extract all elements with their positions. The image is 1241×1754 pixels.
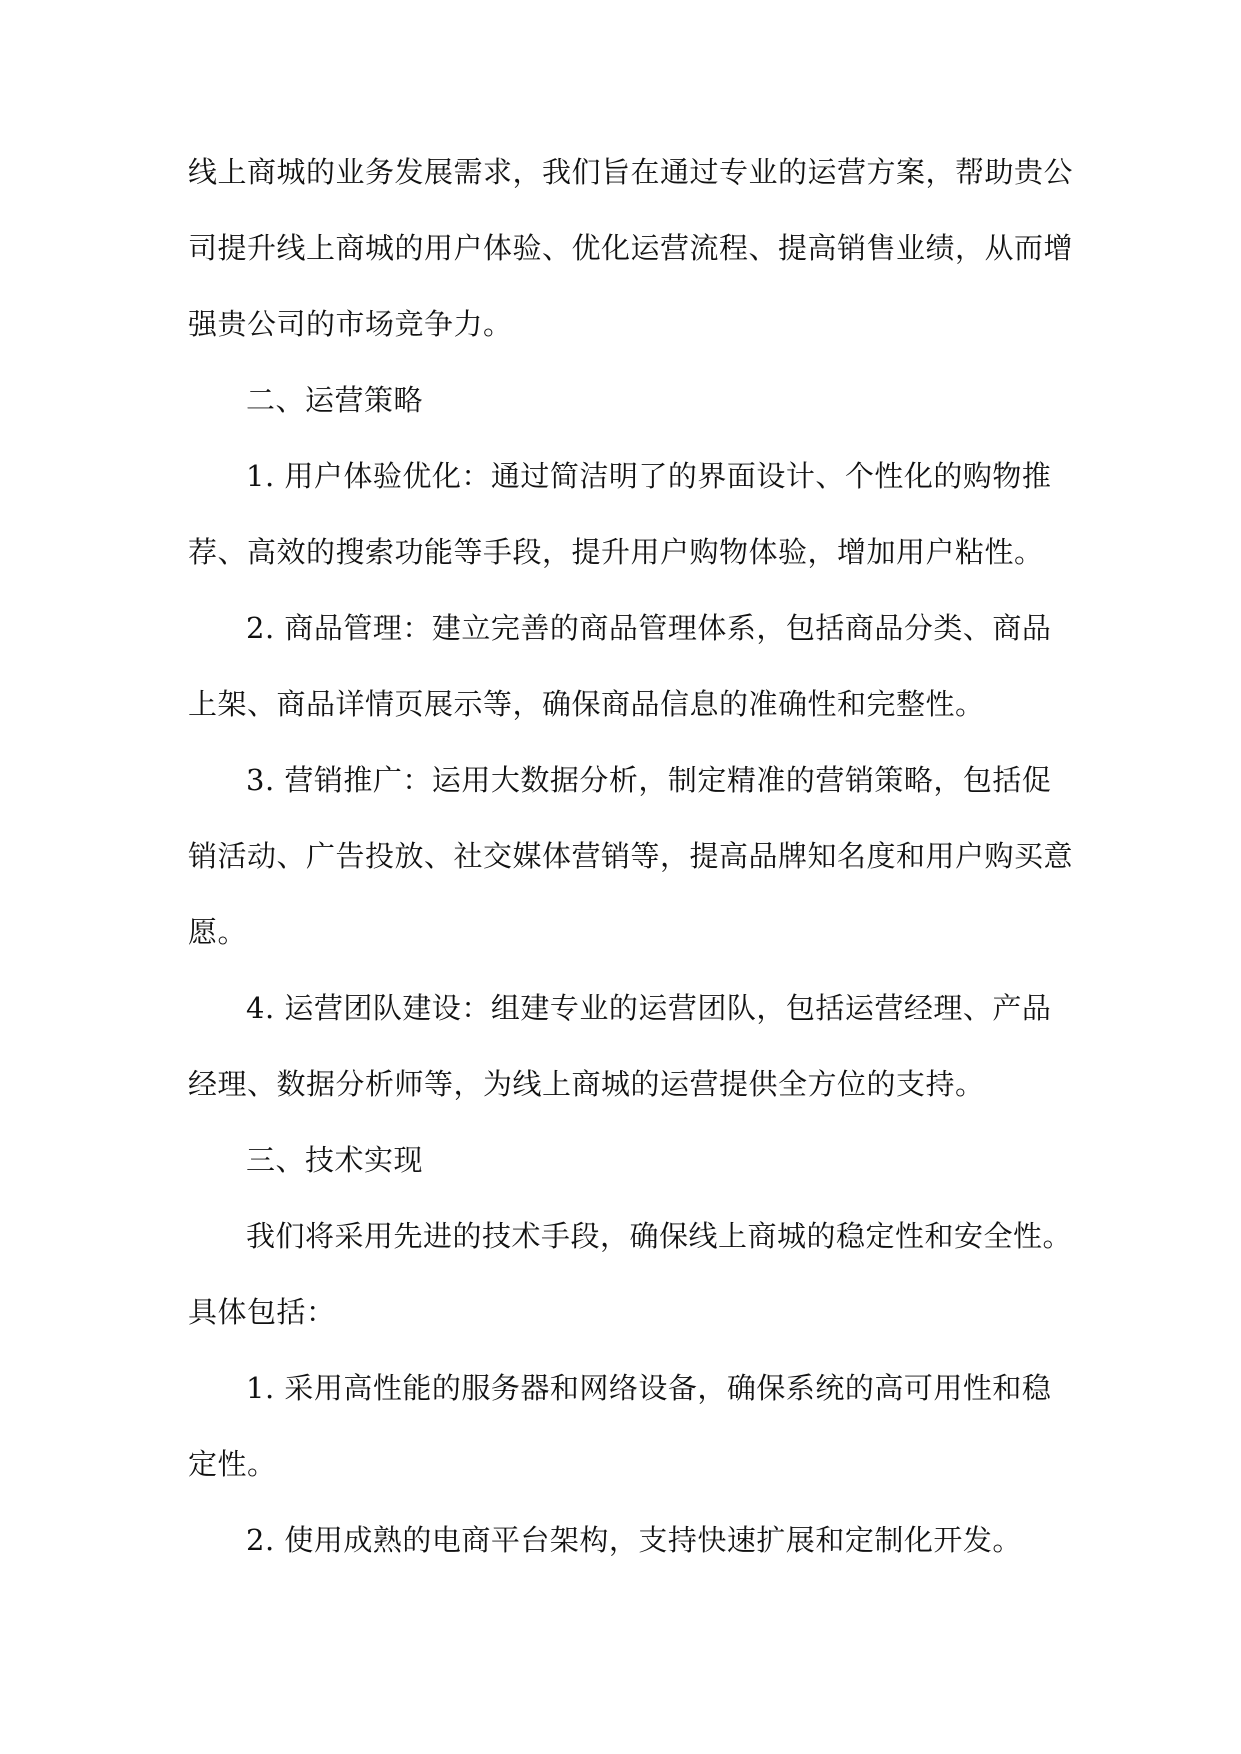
text-line: 具体包括：: [188, 1295, 336, 1329]
text-line: 司提升线上商城的用户体验、优化运营流程、提高销售业绩，从而增: [188, 231, 1074, 265]
text-line: 销活动、广告投放、社交媒体营销等，提高品牌知名度和用户购买意: [188, 839, 1074, 873]
text-line: 愿。: [188, 915, 248, 949]
text-line: 线上商城的业务发展需求，我们旨在通过专业的运营方案，帮助贵公: [188, 155, 1074, 189]
section-heading-technical-implementation: 三、技术实现: [246, 1143, 424, 1177]
text-line: 上架、商品详情页展示等，确保商品信息的准确性和完整性。: [188, 687, 985, 721]
text-line: 强贵公司的市场竞争力。: [188, 307, 513, 341]
list-item-servers: 1. 采用高性能的服务器和网络设备，确保系统的高可用性和稳: [246, 1371, 1052, 1405]
text-line: 经理、数据分析师等，为线上商城的运营提供全方位的支持。: [188, 1067, 985, 1101]
list-item-user-experience: 1. 用户体验优化：通过简洁明了的界面设计、个性化的购物推: [246, 459, 1052, 493]
text-line: 荐、高效的搜索功能等手段，提升用户购物体验，增加用户粘性。: [188, 535, 1044, 569]
list-item-marketing: 3. 营销推广：运用大数据分析，制定精准的营销策略，包括促: [246, 763, 1052, 797]
paragraph-technical-intro: 我们将采用先进的技术手段，确保线上商城的稳定性和安全性。: [246, 1219, 1073, 1253]
list-item-product-management: 2. 商品管理：建立完善的商品管理体系，包括商品分类、商品: [246, 611, 1052, 645]
document-body: [188, 146, 1074, 1590]
text-line: 定性。: [188, 1447, 277, 1481]
list-item-team-building: 4. 运营团队建设：组建专业的运营团队，包括运营经理、产品: [246, 991, 1052, 1025]
list-item-platform-architecture: 2. 使用成熟的电商平台架构，支持快速扩展和定制化开发。: [246, 1523, 1022, 1557]
section-heading-operations-strategy: 二、运营策略: [246, 383, 424, 417]
